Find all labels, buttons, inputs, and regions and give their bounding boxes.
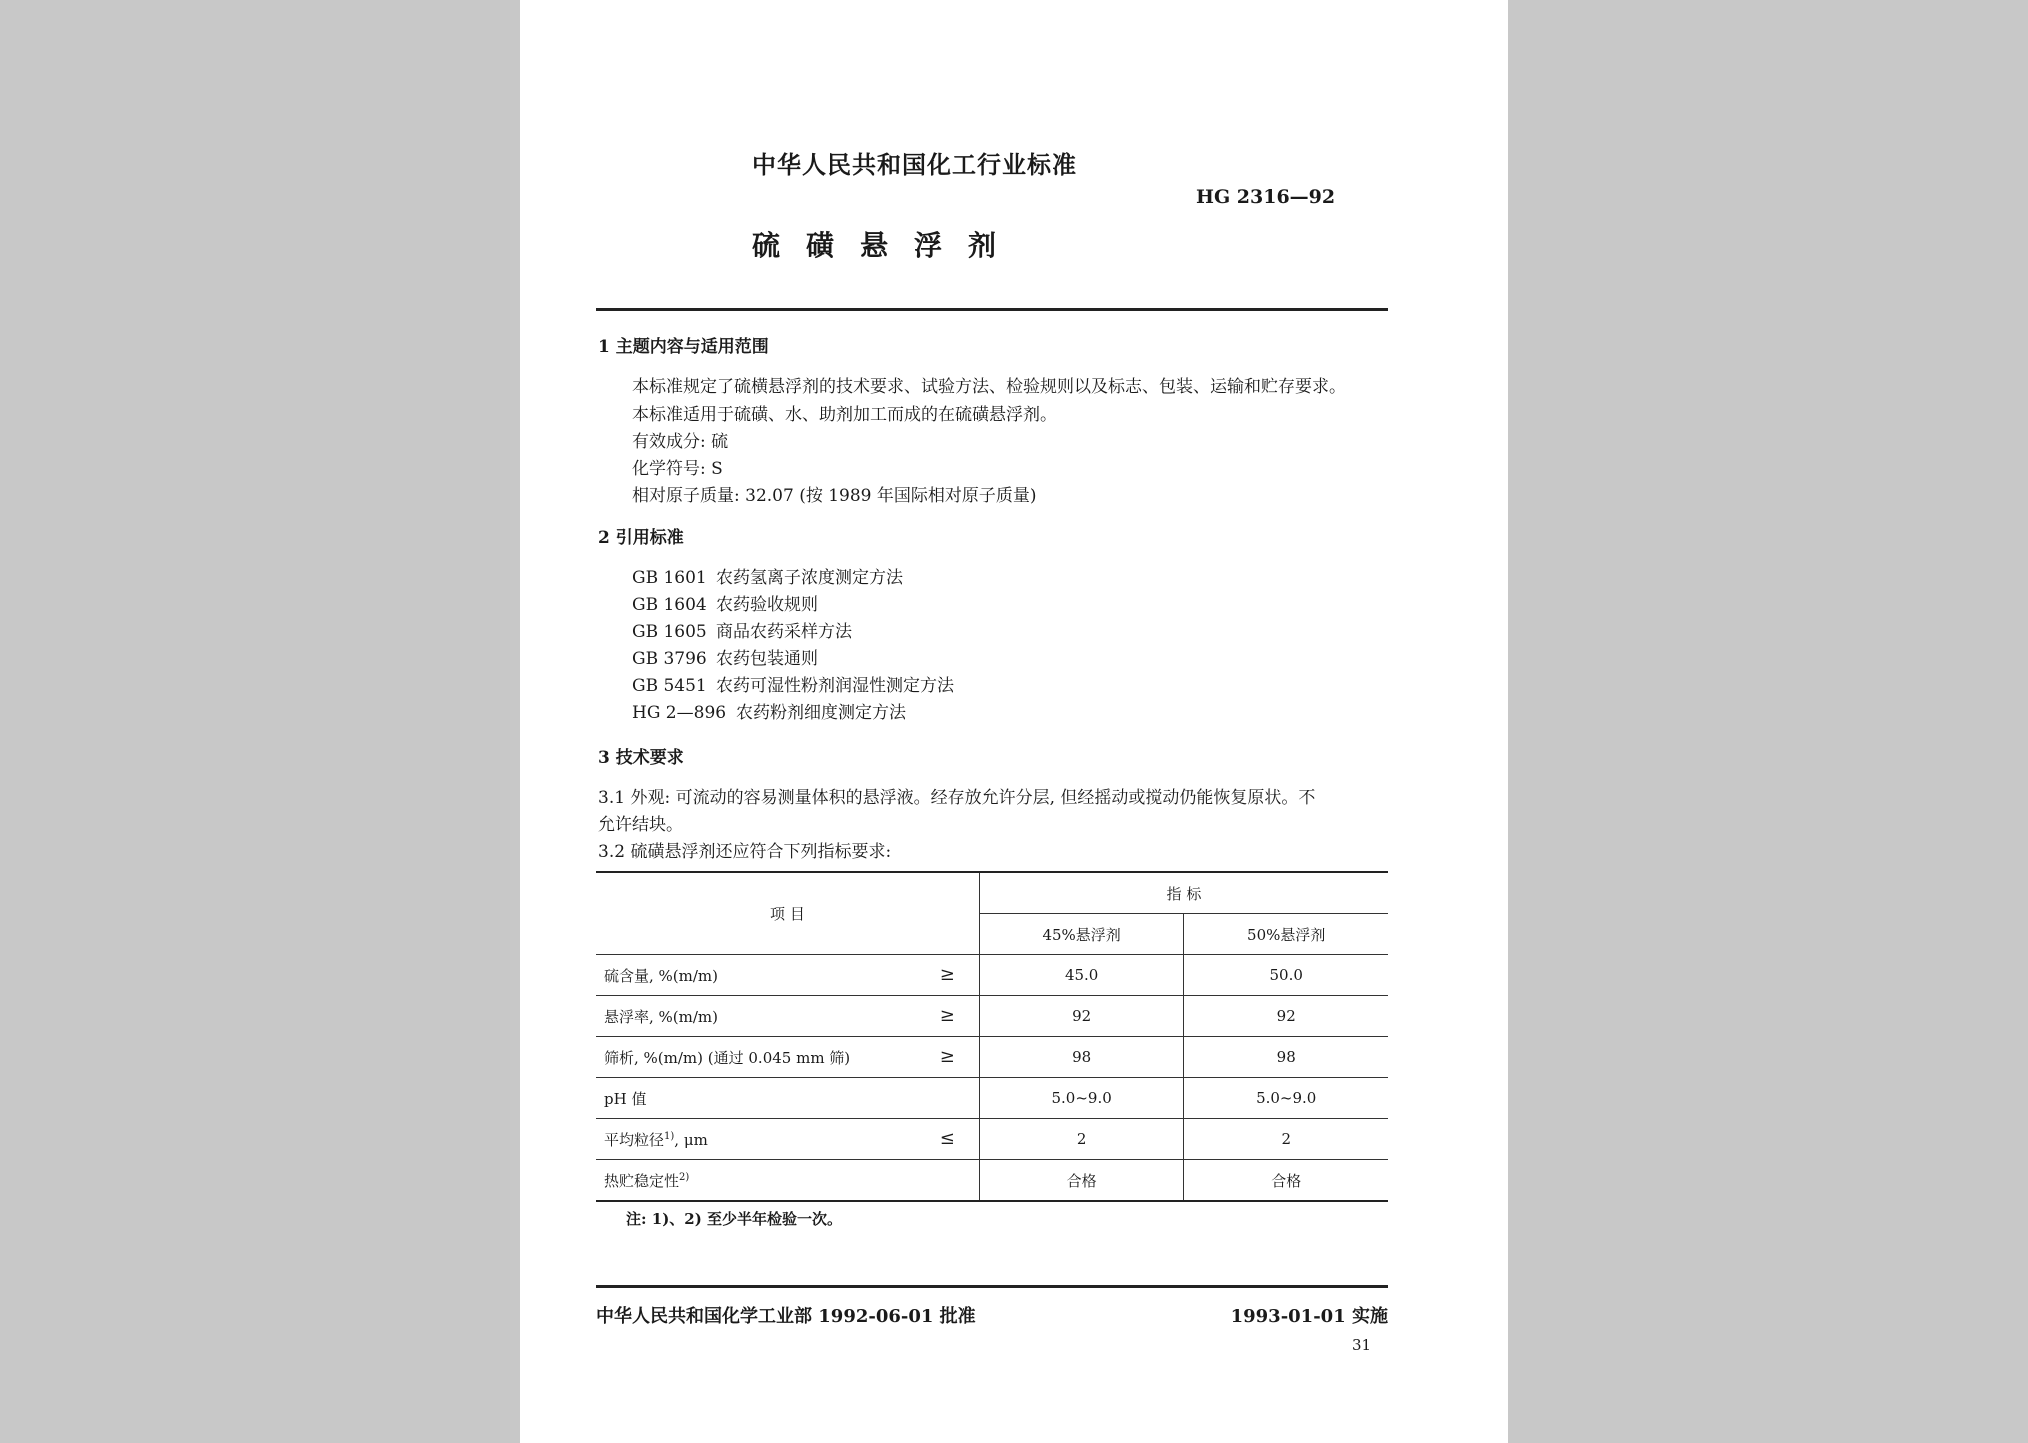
reference-item <box>632 644 818 669</box>
reference-code: GB 1604 <box>632 595 707 615</box>
section-1-line: 本标准规定了硫横悬浮剂的技术要求、试验方法、检验规则以及标志、包装、运输和贮存要求。 <box>632 377 1346 397</box>
reference-title: 商品农药采样方法 <box>716 622 852 642</box>
row-item <box>596 1037 979 1078</box>
section-1-line: 化学符号: S <box>632 459 723 479</box>
column-header-item: 项 目 <box>596 872 979 955</box>
standard-code: HG 2316—92 <box>1196 186 1336 208</box>
column-header-index: 指 标 <box>979 872 1388 914</box>
reference-code: GB 5451 <box>632 676 707 696</box>
reference-code: GB 1601 <box>632 568 707 588</box>
reference-code: HG 2—896 <box>632 703 727 723</box>
value-50: 50.0 <box>1184 955 1388 996</box>
column-header-45: 45%悬浮剂 <box>979 914 1184 955</box>
table-note: 注: 1)、2) 至少半年检验一次。 <box>626 1210 843 1228</box>
section-1-line: 相对原子质量: 32.07 (按 1989 年国际相对原子质量) <box>632 486 1037 506</box>
comparison-operator: ≥ <box>939 1005 955 1026</box>
value-45: 5.0~9.0 <box>979 1078 1184 1119</box>
row-item-label: 平均粒径 <box>604 1130 665 1149</box>
value-50: 92 <box>1184 996 1388 1037</box>
row-item <box>596 1119 979 1160</box>
table-row <box>596 1078 1388 1119</box>
row-item <box>596 996 979 1037</box>
row-item <box>596 1078 979 1119</box>
value-50: 98 <box>1184 1037 1388 1078</box>
reference-title: 农药验收规则 <box>716 595 818 615</box>
reference-item <box>632 617 852 642</box>
table-row <box>596 1160 1388 1202</box>
row-item-label: 硫含量, %(m/m) <box>604 966 718 985</box>
clause-3-1-cont: 允许结块。 <box>598 815 683 835</box>
row-item <box>596 1160 979 1202</box>
section-1-line: 有效成分: 硫 <box>632 432 729 452</box>
value-45: 2 <box>979 1119 1184 1160</box>
value-45: 合格 <box>979 1160 1184 1202</box>
footnote-marker: 2) <box>679 1171 690 1183</box>
reference-item <box>632 563 903 588</box>
table-row <box>596 955 1388 996</box>
reference-item <box>632 671 954 696</box>
page-number: 31 <box>1352 1336 1372 1354</box>
value-45: 92 <box>979 996 1184 1037</box>
table-row <box>596 1037 1388 1078</box>
comparison-operator: ≤ <box>939 1128 955 1149</box>
row-item-label: pH 值 <box>604 1089 647 1108</box>
section-1-heading: 1 主题内容与适用范围 <box>598 337 769 357</box>
value-45: 45.0 <box>979 955 1184 996</box>
section-3-heading: 3 技术要求 <box>598 748 684 768</box>
reference-item <box>632 590 818 615</box>
value-50: 合格 <box>1184 1160 1388 1202</box>
section-1-line: 本标准适用于硫磺、水、助剂加工而成的在硫磺悬浮剂。 <box>632 405 1057 425</box>
comparison-operator: ≥ <box>939 964 955 985</box>
approval-line: 中华人民共和国化学工业部 1992-06-01 批准 <box>596 1306 976 1327</box>
reference-title: 农药氢离子浓度测定方法 <box>716 568 903 588</box>
reference-code: GB 1605 <box>632 622 707 642</box>
clause-3-2: 3.2 硫磺悬浮剂还应符合下列指标要求: <box>598 842 892 862</box>
reference-title: 农药粉剂细度测定方法 <box>736 703 906 723</box>
section-2-heading: 2 引用标准 <box>598 528 684 548</box>
row-item-label: 悬浮率, %(m/m) <box>604 1007 718 1026</box>
table-row <box>596 996 1388 1037</box>
reference-code: GB 3796 <box>632 649 707 669</box>
table-row <box>596 1119 1388 1160</box>
row-item-label: 热贮稳定性 <box>604 1171 680 1190</box>
value-45: 98 <box>979 1037 1184 1078</box>
row-item-label: 筛析, %(m/m) (通过 0.045 mm 筛) <box>604 1048 851 1067</box>
row-item-unit: , μm <box>674 1130 708 1149</box>
value-50: 2 <box>1184 1119 1388 1160</box>
reference-title: 农药可湿性粉剂润湿性测定方法 <box>716 676 954 696</box>
document-title: 硫磺悬浮剂 <box>752 229 1023 262</box>
footer-rule <box>596 1285 1388 1288</box>
reference-title: 农药包装通则 <box>716 649 818 669</box>
document-page <box>520 0 1508 1443</box>
row-item <box>596 955 979 996</box>
header-rule <box>596 308 1388 311</box>
effective-date: 1993-01-01 实施 <box>1230 1306 1388 1327</box>
column-header-50: 50%悬浮剂 <box>1184 914 1388 955</box>
specification-table <box>596 871 1388 1202</box>
standard-org-title: 中华人民共和国化工行业标准 <box>752 150 1077 179</box>
comparison-operator: ≥ <box>939 1046 955 1067</box>
footnote-marker: 1) <box>664 1130 675 1142</box>
value-50: 5.0~9.0 <box>1184 1078 1388 1119</box>
reference-item <box>632 698 906 723</box>
clause-3-1: 3.1 外观: 可流动的容易测量体积的悬浮液。经存放允许分层, 但经摇动或搅动仍能恢复原状。不 <box>598 788 1316 808</box>
